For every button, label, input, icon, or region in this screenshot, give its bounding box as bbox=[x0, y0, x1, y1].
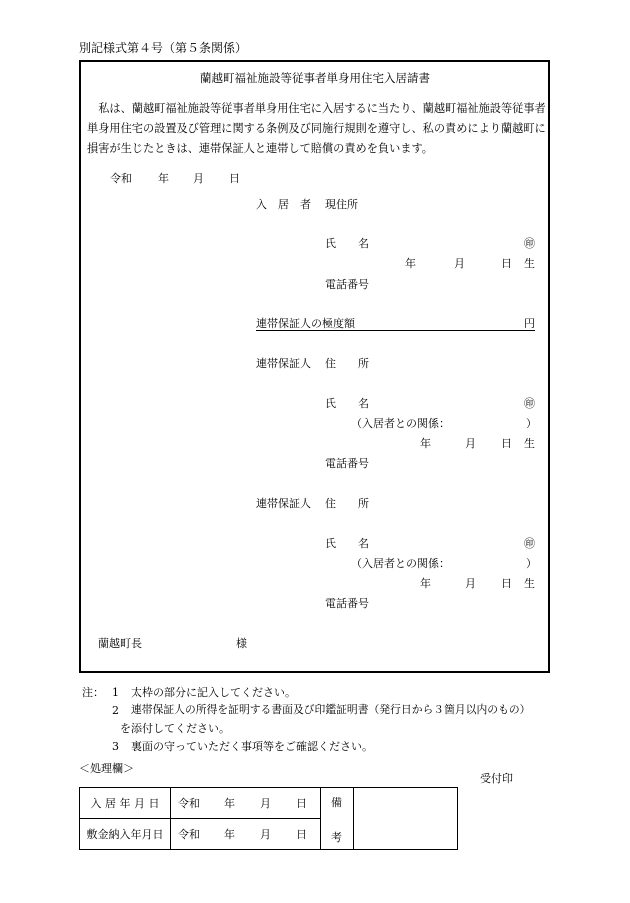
guarantor-2-relation-open: （入居者との関係： bbox=[351, 557, 450, 570]
guarantor-2-phone-label: 電話番号 bbox=[325, 597, 369, 610]
move-in-month-label: 月 bbox=[260, 797, 271, 810]
notes-prefix: 注： bbox=[82, 686, 104, 699]
guarantor-1-birth-day: 日 bbox=[501, 437, 512, 450]
guarantor-2-heading: 連帯保証人 bbox=[256, 497, 311, 510]
guarantor-2-seal-mark: ㊞ bbox=[524, 537, 535, 550]
guarantor-2-birth-suffix: 生 bbox=[524, 577, 535, 590]
remarks-char-1: 備 bbox=[331, 796, 342, 809]
note-1-text: 太枠の部分に記入してください。 bbox=[131, 686, 296, 699]
note-2-text: 連帯保証人の所得を証明する書面及び印鑑証明書（発行日から３箇月以内のもの） bbox=[131, 703, 531, 716]
date-day-label: 日 bbox=[229, 172, 240, 185]
guarantor-2-address-label: 住 所 bbox=[325, 497, 369, 510]
reception-stamp-label: 受付印 bbox=[480, 772, 513, 785]
guarantor-limit-underline bbox=[256, 330, 535, 331]
remarks-field[interactable] bbox=[354, 788, 458, 850]
resident-birth-suffix: 生 bbox=[524, 257, 535, 270]
resident-name-label: 氏 名 bbox=[325, 237, 369, 250]
resident-birth-day: 日 bbox=[501, 257, 512, 270]
form-title: 蘭越町福祉施設等従事者単身用住宅入居請書 bbox=[200, 71, 430, 85]
addressee-honorific: 様 bbox=[236, 637, 247, 650]
resident-phone-label: 電話番号 bbox=[325, 278, 369, 291]
move-in-year-label: 年 bbox=[224, 797, 235, 810]
guarantor-1-name-label: 氏 名 bbox=[325, 397, 369, 410]
move-in-date-label: 入 居 年 月 日 bbox=[80, 788, 171, 819]
note-2-number: 2 bbox=[112, 704, 119, 717]
guarantor-1-phone-label: 電話番号 bbox=[325, 457, 369, 470]
guarantor-1-relation-close: ） bbox=[526, 417, 537, 430]
addressee-label: 蘭越町長 bbox=[98, 637, 142, 650]
guarantor-2-birth-month: 月 bbox=[465, 577, 476, 590]
form-number-label: 別記様式第４号（第５条関係） bbox=[79, 41, 248, 55]
guarantor-2-name-label: 氏 名 bbox=[325, 537, 369, 550]
processing-table bbox=[79, 787, 458, 850]
resident-seal-mark: ㊞ bbox=[524, 237, 535, 250]
deposit-month-label: 月 bbox=[260, 828, 271, 841]
deposit-era: 令和 bbox=[178, 828, 200, 841]
deposit-day-label: 日 bbox=[296, 828, 307, 841]
guarantor-2-birth-year: 年 bbox=[420, 577, 431, 590]
date-year-label: 年 bbox=[158, 172, 169, 185]
guarantor-1-birth-month: 月 bbox=[465, 437, 476, 450]
table-row bbox=[80, 788, 458, 819]
note-3-number: 3 bbox=[112, 740, 119, 753]
deposit-date-label: 敷金納入年月日 bbox=[80, 819, 171, 850]
processing-heading: ＜処理欄＞ bbox=[79, 762, 134, 775]
move-in-date-cell bbox=[171, 788, 321, 819]
resident-address-label: 現住所 bbox=[325, 198, 358, 211]
resident-heading: 入 居 者 bbox=[256, 198, 311, 211]
guarantor-2-relation-close: ） bbox=[526, 557, 537, 570]
pledge-paragraph: 私は、蘭越町福祉施設等従事者単身用住宅に入居するに当たり、蘭越町福祉施設等従事者単身用住宅の設置及び管理に関する条例及び同施行規則を遵守し、私の責めにより蘭越町に損害が生じたときは、連帯保証人と連帯して賠償の責めを負います。 bbox=[87, 102, 546, 155]
note-3-text: 裏面の守っていただく事項等をご確認ください。 bbox=[131, 740, 373, 753]
guarantor-1-seal-mark: ㊞ bbox=[524, 397, 535, 410]
guarantor-limit-unit: 円 bbox=[524, 317, 535, 330]
guarantor-1-address-label: 住 所 bbox=[325, 357, 369, 370]
guarantor-2-birth-day: 日 bbox=[501, 577, 512, 590]
remarks-label-cell bbox=[321, 788, 354, 850]
guarantor-limit-label: 連帯保証人の極度額 bbox=[256, 317, 355, 330]
note-2-text-continued: を添付してください。 bbox=[120, 722, 230, 735]
guarantor-1-birth-suffix: 生 bbox=[524, 437, 535, 450]
deposit-date-cell bbox=[171, 819, 321, 850]
deposit-year-label: 年 bbox=[224, 828, 235, 841]
guarantor-1-relation-open: （入居者との関係： bbox=[351, 417, 450, 430]
resident-birth-year: 年 bbox=[405, 257, 416, 270]
date-month-label: 月 bbox=[193, 172, 204, 185]
resident-birth-month: 月 bbox=[454, 257, 465, 270]
remarks-char-2: 考 bbox=[331, 831, 342, 844]
guarantor-1-heading: 連帯保証人 bbox=[256, 357, 311, 370]
note-1-number: 1 bbox=[112, 686, 119, 699]
date-era: 令和 bbox=[110, 172, 132, 185]
guarantor-1-birth-year: 年 bbox=[420, 437, 431, 450]
move-in-era: 令和 bbox=[178, 797, 200, 810]
move-in-day-label: 日 bbox=[296, 797, 307, 810]
